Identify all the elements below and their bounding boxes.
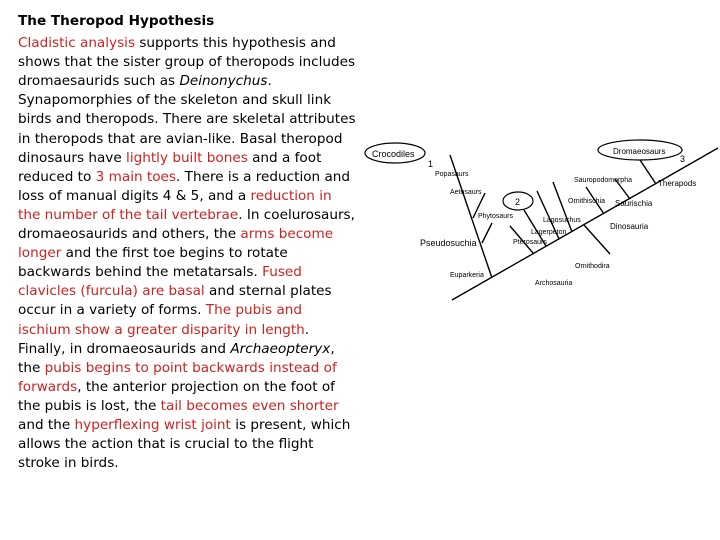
italic-term: Deinonychus bbox=[179, 73, 268, 90]
body-paragraph bbox=[18, 34, 358, 473]
paragraph-text: , the anterior projection on the foot of the pubis is lost, the bbox=[18, 378, 335, 414]
label-aetosaurs: Aetosaurs bbox=[450, 189, 482, 196]
paragraph-text: supports this hypothesis and shows that the sister group of theropods includes dromaesaurids such as bbox=[18, 35, 356, 90]
cladogram-diagram bbox=[360, 130, 720, 310]
highlighted-term: Fused clavicles (furcula) are basal bbox=[18, 264, 302, 300]
highlighted-term: arms become longer bbox=[18, 226, 334, 262]
italic-term: Archaeopteryx bbox=[230, 340, 331, 357]
label-num3: 3 bbox=[680, 154, 686, 164]
highlighted-term: reduction in the number of the tail vertebrae bbox=[18, 187, 332, 223]
label-num1: 1 bbox=[428, 159, 434, 169]
label-dromaeosaurs: Dromaeosaurs bbox=[613, 147, 666, 156]
paragraph-text: and the bbox=[18, 416, 75, 433]
label-lagosuchus: Lagosuchus bbox=[543, 217, 581, 224]
label-ornithodira: Ornithodira bbox=[575, 263, 610, 270]
label-sauropodomorpha: Sauropodomorpha bbox=[574, 177, 632, 184]
paragraph-text: . There is a reduction and loss of manual digits 4 & 5, and a bbox=[18, 168, 351, 204]
label-popasaurs: Popasaurs bbox=[435, 171, 469, 178]
label-num2: 2 bbox=[515, 197, 521, 207]
paragraph-text: . Synapomorphies of the skeleton and skull link birds and theropods. There are skeletal attributes in theropods that are avian-like. Basal theropod dinosaurs have bbox=[18, 73, 356, 166]
label-crocodiles: Crocodiles bbox=[372, 149, 415, 159]
text-column bbox=[18, 12, 358, 473]
highlighted-term: tail becomes even shorter bbox=[160, 397, 339, 414]
paragraph-text: and the first toe begins to rotate backwards behind the metatarsals. bbox=[18, 245, 288, 281]
label-theropods: Therapods bbox=[658, 179, 697, 188]
paragraph-text: and a foot reduced to bbox=[18, 149, 322, 185]
cladogram-lines bbox=[450, 148, 718, 300]
paragraph-text: is present, which allows the action that is crucial to the flight stroke in birds. bbox=[18, 416, 351, 472]
paragraph-text: . Finally, in dromaeosaurids and bbox=[18, 321, 310, 357]
label-pterosaurs: Pterosaurs bbox=[513, 239, 547, 246]
label-pseudosuchia: Pseudosuchia bbox=[420, 238, 477, 248]
paragraph-text: and sternal plates occur in a variety of forms. bbox=[18, 283, 332, 319]
highlighted-term: lightly built bones bbox=[126, 149, 248, 166]
label-dinosauria: Dinosauria bbox=[610, 222, 649, 231]
highlighted-term: pubis begins to point backwards instead of forwards bbox=[18, 359, 337, 395]
label-saurischia: Saurischia bbox=[615, 199, 653, 208]
page-title: The Theropod Hypothesis bbox=[18, 13, 215, 29]
highlighted-term: The pubis and ischium show a greater disparity in length bbox=[18, 302, 305, 338]
highlighted-term: Cladistic analysis bbox=[18, 35, 136, 52]
label-euparkeria: Euparkeria bbox=[450, 272, 484, 279]
label-lagerpeton: Lagerpeton bbox=[531, 229, 567, 236]
highlighted-term: hyperflexing wrist joint bbox=[74, 416, 231, 433]
label-phytosaurs: Phytosaurs bbox=[478, 213, 514, 220]
label-archosauria: Archosauria bbox=[535, 280, 573, 287]
paragraph-text: , the bbox=[18, 340, 335, 376]
label-ornithischia: Ornithischia bbox=[568, 198, 605, 205]
paragraph-text: . In coelurosaurs, dromaeosaurids and others, the bbox=[18, 206, 355, 243]
highlighted-term: 3 main toes bbox=[95, 168, 177, 185]
